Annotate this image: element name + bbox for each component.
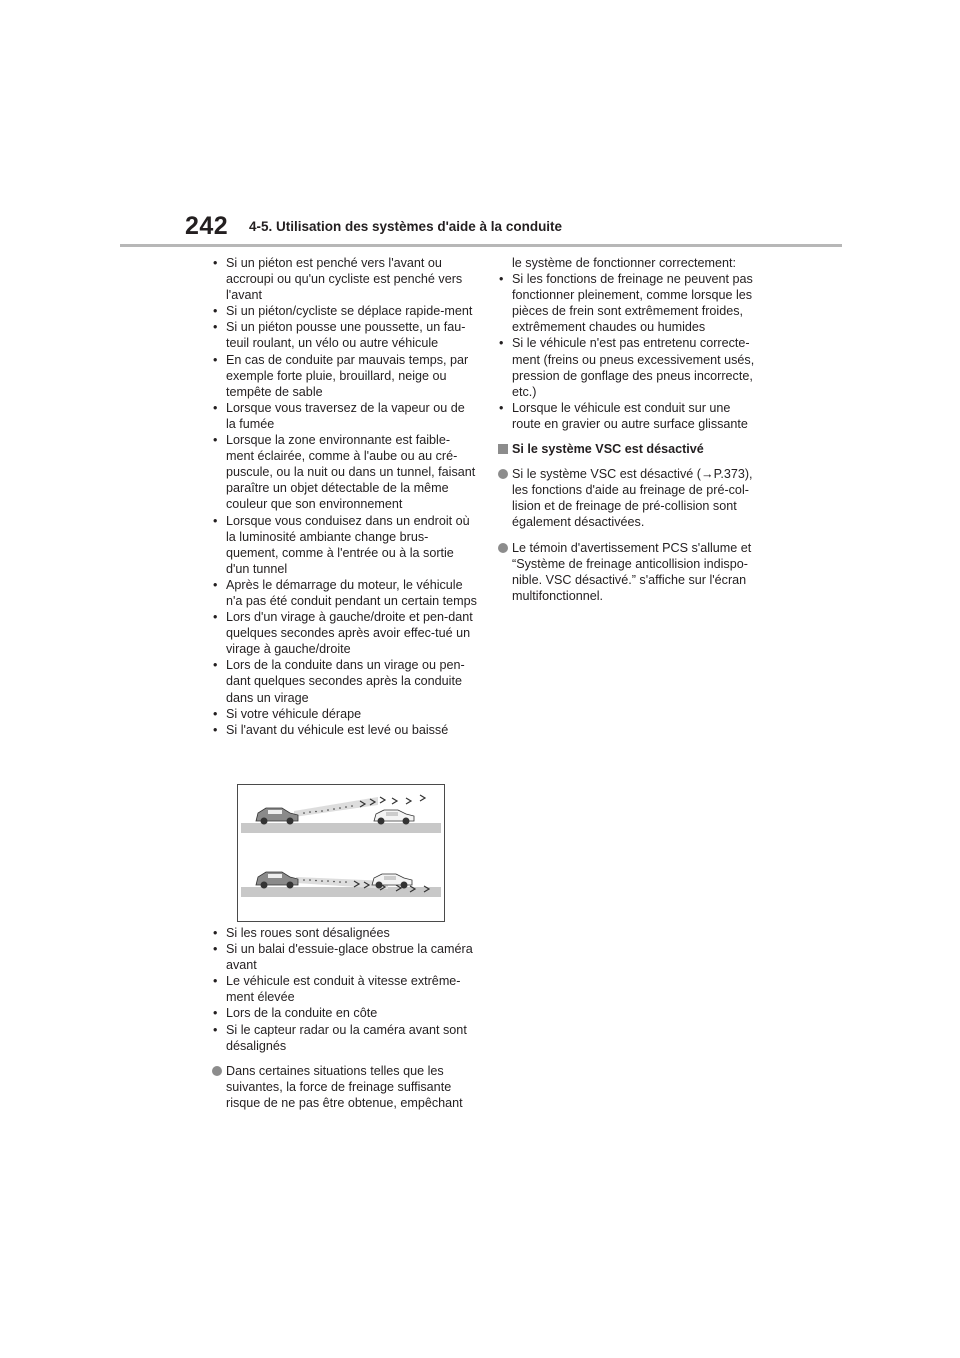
car-icon [256,872,298,889]
list-item: • Si le véhicule n'est pas entretenu correcte-ment (freins ou pneus excessivement usés, pression de gonflage des pneus incorrecte, etc.) [498,335,760,399]
left-column [212,255,477,738]
subsection-heading-text: Si le système VSC est désactivé [512,442,704,457]
section-title: 4-5. Utilisation des systèmes d'aide à la conduite [249,219,563,234]
circle-item [212,1063,477,1111]
list-item: • Si un piéton/cycliste se déplace rapide-ment [212,303,477,319]
list-item: • Si un balai d'essuie-glace obstrue la caméra avant [212,941,477,973]
circle-item-text: Si le système VSC est désactivé (→P.373), les fonctions d'aide au freinage de pré-col-lision et de freinage de pré-collision sont également désactivées. [512,467,753,530]
list-item: • Si les roues sont désalignées [212,925,477,941]
circle-bullet-icon [212,1066,222,1076]
square-bullet-icon [498,444,508,454]
car-icon [374,810,414,825]
list-item: • Si les fonctions de freinage ne peuvent pas fonctionner pleinement, comme lorsque les pièces de frein sont extrêmement froides, extrêmement chaudes ou humides [498,271,760,335]
illustration-vehicle-pitch [237,784,445,922]
pitch-illustration-svg [238,785,444,921]
scenario-tilted [241,872,441,897]
circle-bullet-icon [498,543,508,553]
list-item: • Lorsque vous conduisez dans un endroit où la luminosité ambiante change brus-quement, comme à l'entrée ou à la sortie d'un tunnel [212,513,477,577]
list-item: • Si l'avant du véhicule est levé ou baissé [212,722,477,738]
circle-bullet-icon [498,469,508,479]
list-item: • Lors de la conduite en côte [212,1005,477,1021]
list-item: • Lorsque la zone environnante est faible-ment éclairée, comme à l'aube ou au cré-puscule, ou la nuit ou dans un tunnel, faisant paraître un objet détectable de la même couleur que son environnement [212,432,477,512]
list-item: • Lorsque le véhicule est conduit sur une route en gravier ou autre surface glissante [498,400,760,432]
list-item: • Lors de la conduite dans un virage ou pen-dant quelques secondes après la conduite dans un virage [212,657,477,705]
list-item: • Lorsque vous traversez de la vapeur ou de la fumée [212,400,477,432]
circle-item-text: Le témoin d'avertissement PCS s'allume et “Système de freinage anticollision indispo-nible. VSC désactivé.” s'affiche sur l'écran multifonctionnel. [512,540,752,603]
circle-item-text: Dans certaines situations telles que les suivantes, la force de freinage suffisante risque de ne pas être obtenue, empêchant [226,1063,463,1110]
header-rule [120,244,842,247]
right-column [498,255,760,604]
list-item: • Si un piéton est penché vers l'avant ou accroupi ou qu'un cycliste est penché vers l'avant [212,255,477,303]
car-icon [256,808,298,825]
circle-item [498,540,760,604]
list-item: • Le véhicule est conduit à vitesse extrême-ment élevée [212,973,477,1005]
left-column-lower [212,925,477,1111]
radar-beam [294,797,378,817]
subsection-heading [498,441,760,457]
circle-item [498,466,760,530]
list-item: • Lors d'un virage à gauche/droite et pen-dant quelques secondes après avoir effec-tué un virage à gauche/droite [212,609,477,657]
car-icon [372,874,412,889]
scenario-level [241,795,441,833]
page-number: 242 [185,212,229,240]
bullet-list-bottom [212,925,477,1054]
list-item: • Si le capteur radar ou la caméra avant sont désalignés [212,1022,477,1054]
list-item: • Après le démarrage du moteur, le véhicule n'a pas été conduit pendant un certain temps [212,577,477,609]
list-item: • En cas de conduite par mauvais temps, par exemple forte pluie, brouillard, neige ou tempête de sable [212,352,477,400]
bullet-list-right [498,271,760,432]
list-item: • Si votre véhicule dérape [212,706,477,722]
list-item: • Si un piéton pousse une poussette, un fau-teuil roulant, un vélo ou autre véhicule [212,319,477,351]
road-surface [241,823,441,833]
bullet-list-top [212,255,477,738]
continuation-text: le système de fonctionner correctement: [512,256,736,270]
